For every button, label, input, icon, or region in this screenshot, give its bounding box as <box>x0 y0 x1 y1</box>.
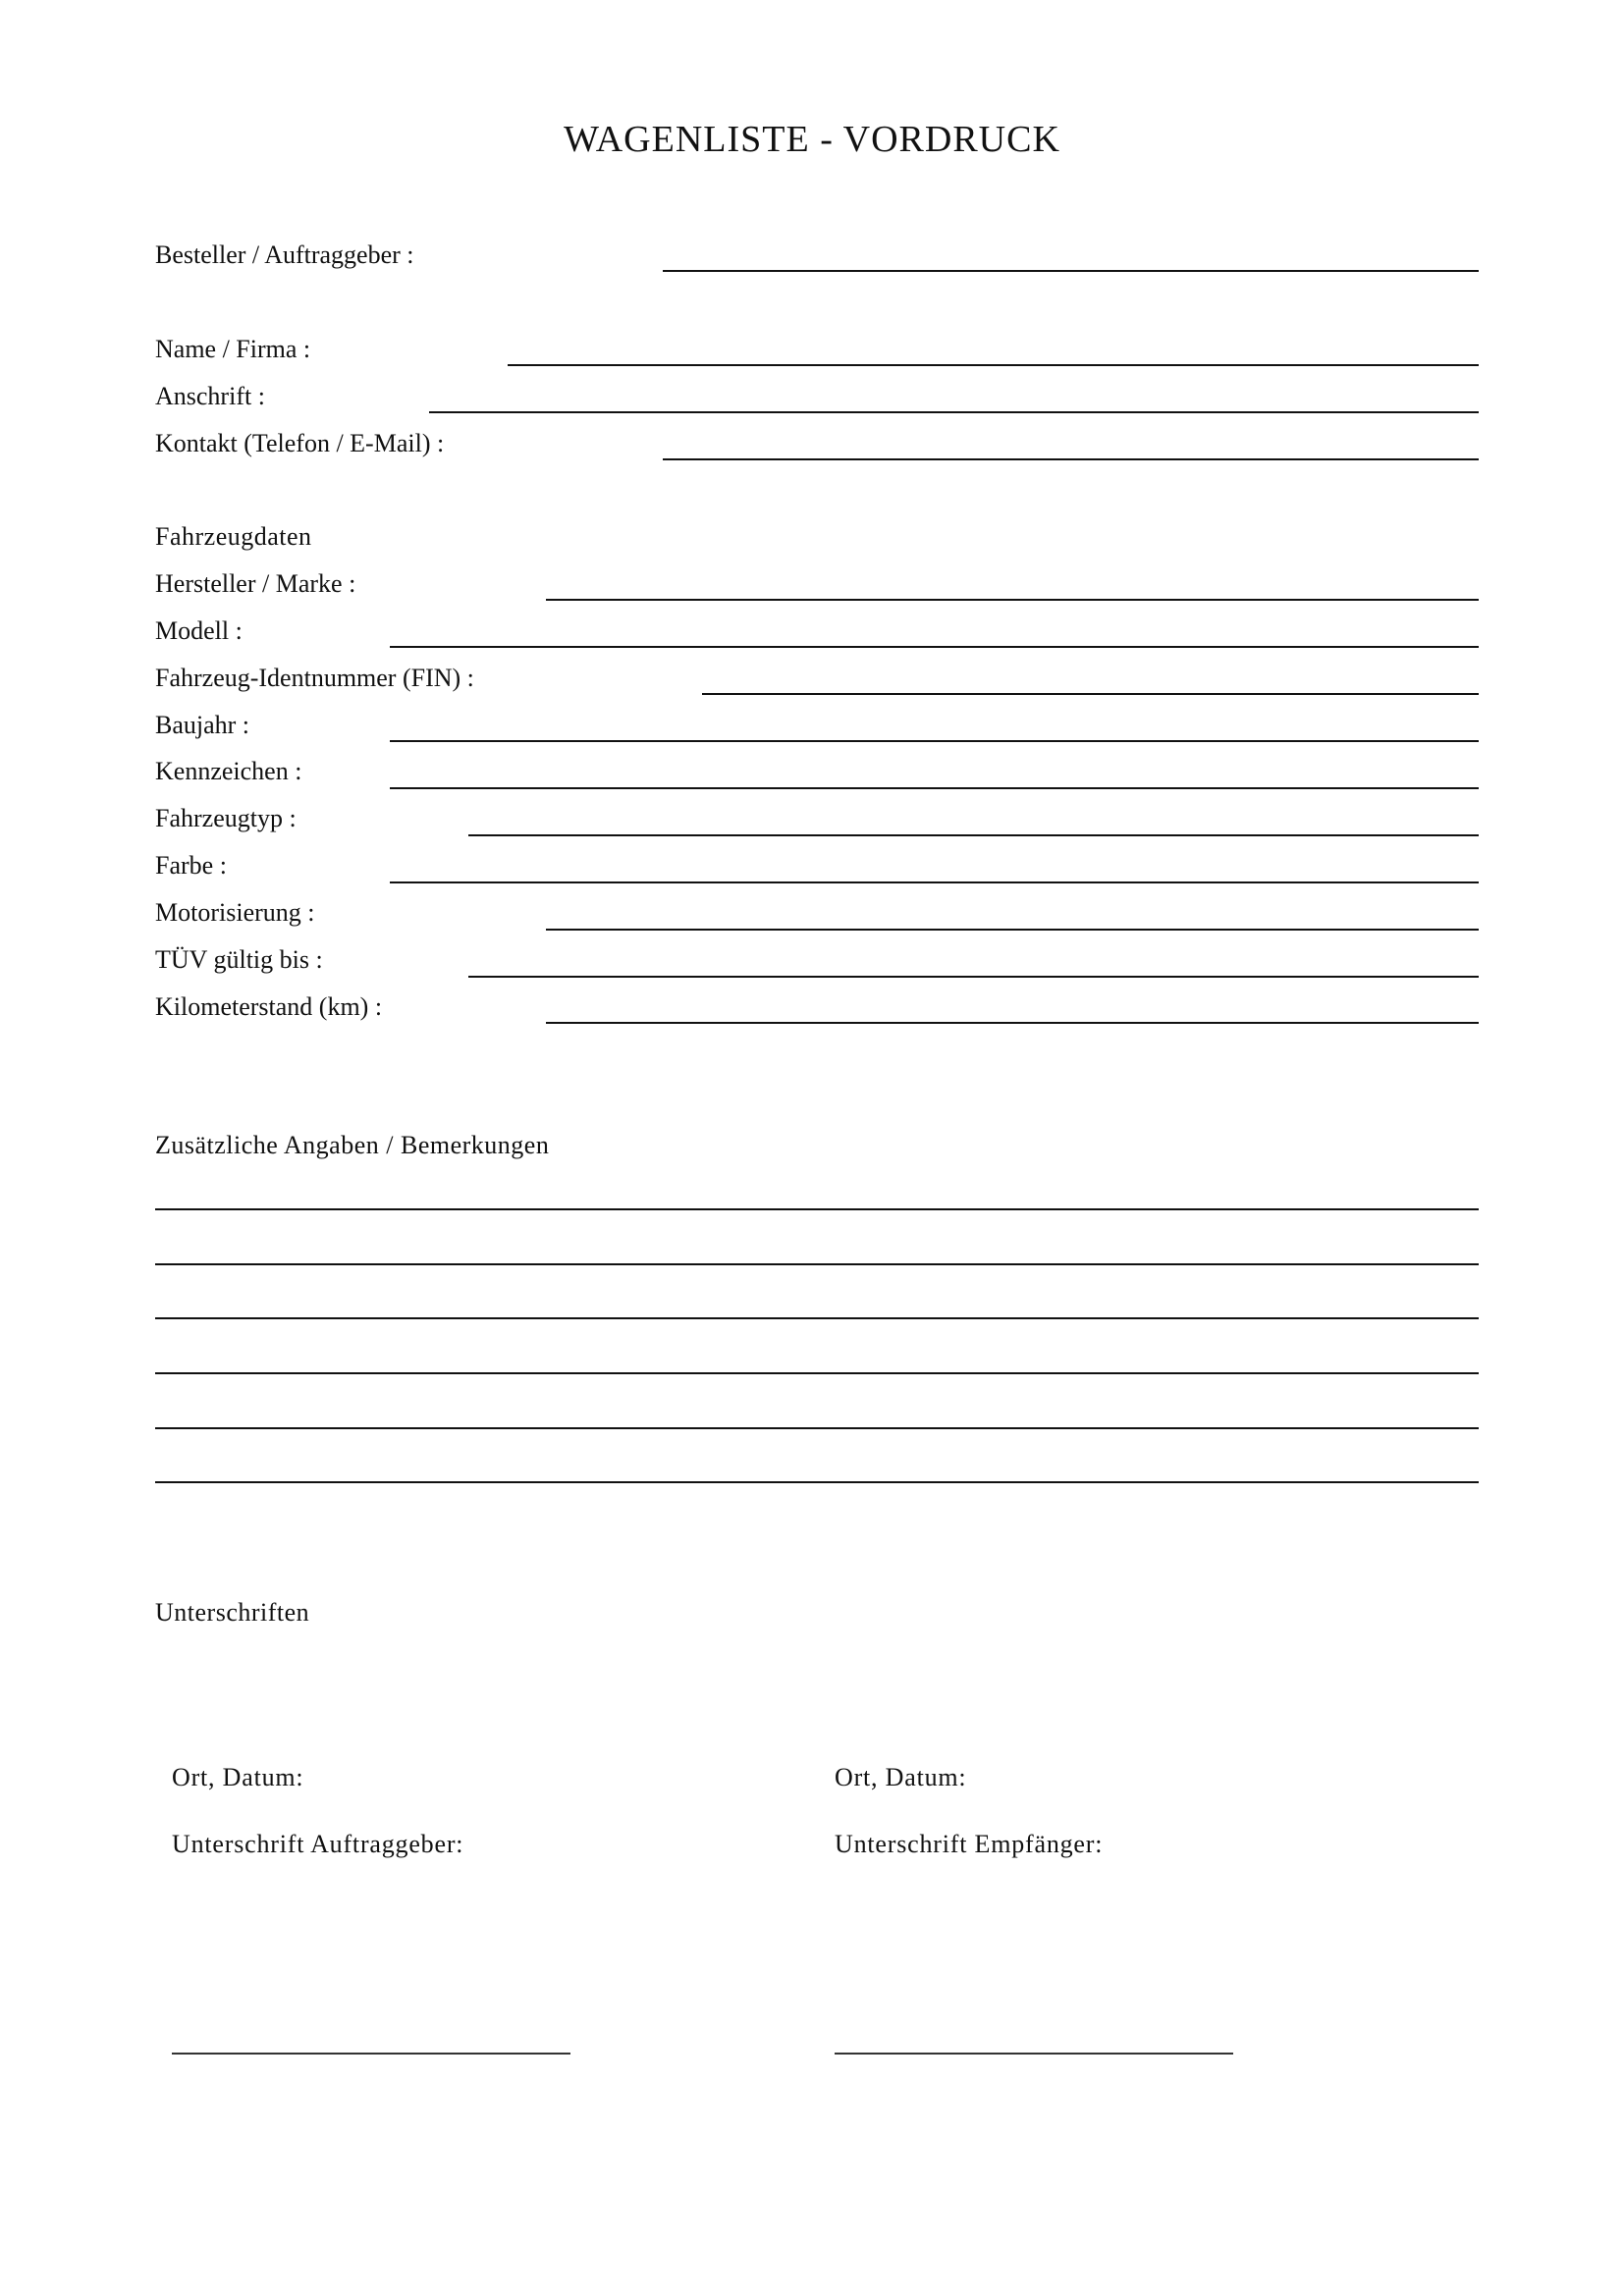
modell-input-line[interactable] <box>390 646 1479 648</box>
right-signer-label: Unterschrift Empfänger: <box>835 1830 1104 1858</box>
left-ort-datum-label: Ort, Datum: <box>172 1763 304 1791</box>
anschrift-input-line[interactable] <box>429 411 1479 413</box>
label-anschrift: Anschrift : <box>155 382 265 410</box>
label-fin: Fahrzeug-Identnummer (FIN) : <box>155 664 474 692</box>
page-title: WAGENLISTE - VORDRUCK <box>564 119 1060 160</box>
label-baujahr: Baujahr : <box>155 711 250 739</box>
besteller-input-line[interactable] <box>663 270 1479 272</box>
label-kennzeichen: Kennzeichen : <box>155 757 302 785</box>
fahrzeugtyp-input-line[interactable] <box>468 834 1479 836</box>
signatures-heading: Unterschriften <box>155 1598 310 1627</box>
kilometerstand-input-line[interactable] <box>546 1022 1479 1024</box>
label-farbe: Farbe : <box>155 851 227 880</box>
remarks-heading: Zusätzliche Angaben / Bemerkungen <box>155 1131 550 1159</box>
remark-line[interactable] <box>155 1481 1479 1483</box>
label-besteller: Besteller / Auftraggeber : <box>155 240 414 269</box>
fin-input-line[interactable] <box>702 693 1479 695</box>
motorisierung-input-line[interactable] <box>546 929 1479 931</box>
right-signature-line[interactable] <box>835 2053 1233 2055</box>
label-modell: Modell : <box>155 616 243 645</box>
label-fahrzeugtyp: Fahrzeugtyp : <box>155 804 297 832</box>
vehicle-heading: Fahrzeugdaten <box>155 522 312 551</box>
left-signer-label: Unterschrift Auftraggeber: <box>172 1830 464 1858</box>
kontakt-input-line[interactable] <box>663 458 1479 460</box>
label-tuev: TÜV gültig bis : <box>155 945 323 974</box>
label-name-firma: Name / Firma : <box>155 335 311 363</box>
label-hersteller: Hersteller / Marke : <box>155 569 356 598</box>
farbe-input-line[interactable] <box>390 881 1479 883</box>
label-motorisierung: Motorisierung : <box>155 898 315 927</box>
hersteller-input-line[interactable] <box>546 599 1479 601</box>
label-kontakt: Kontakt (Telefon / E-Mail) : <box>155 429 445 457</box>
right-ort-datum-label: Ort, Datum: <box>835 1763 967 1791</box>
kennzeichen-input-line[interactable] <box>390 787 1479 789</box>
remark-line[interactable] <box>155 1372 1479 1374</box>
name-firma-input-line[interactable] <box>508 364 1479 366</box>
left-signature-line[interactable] <box>172 2053 570 2055</box>
tuev-input-line[interactable] <box>468 976 1479 978</box>
label-kilometerstand: Kilometerstand (km) : <box>155 992 383 1021</box>
remark-line[interactable] <box>155 1427 1479 1429</box>
remark-line[interactable] <box>155 1317 1479 1319</box>
remark-line[interactable] <box>155 1208 1479 1210</box>
remark-line[interactable] <box>155 1263 1479 1265</box>
baujahr-input-line[interactable] <box>390 740 1479 742</box>
